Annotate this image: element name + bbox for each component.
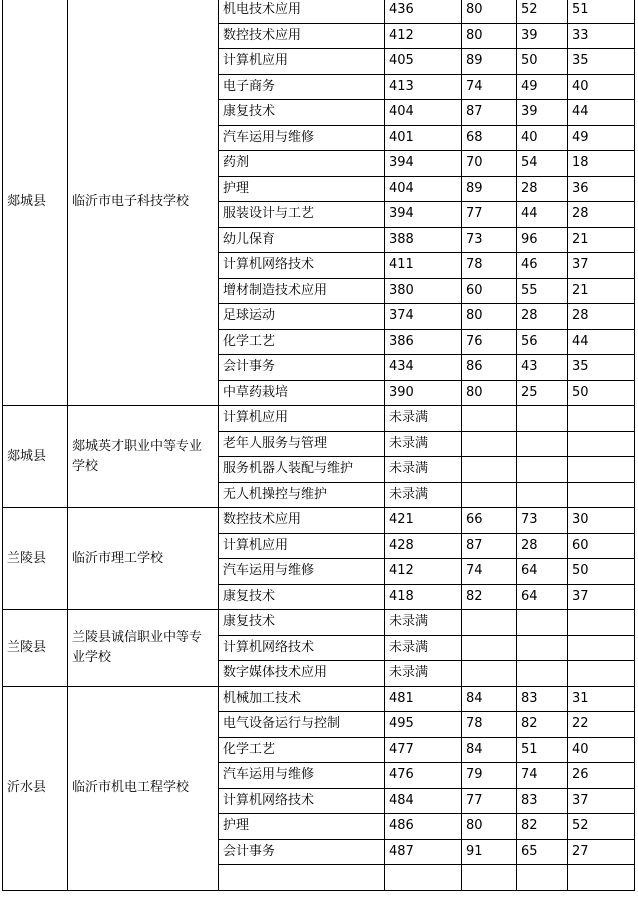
- count-cell-3: 21: [568, 278, 635, 304]
- score-cell: 481: [385, 686, 462, 712]
- count-cell-2: 25: [517, 380, 568, 406]
- count-cell-1: 77: [462, 788, 517, 814]
- count-cell-3: 35: [568, 355, 635, 381]
- major-cell: 计算机网络技术: [219, 788, 385, 814]
- count-cell-1: [462, 865, 517, 891]
- score-cell: 386: [385, 329, 462, 355]
- count-cell-3: 37: [568, 788, 635, 814]
- count-cell-1: 89: [462, 49, 517, 75]
- count-cell-1: 80: [462, 0, 517, 23]
- count-cell-3: 51: [568, 0, 635, 23]
- count-cell-2: 64: [517, 584, 568, 610]
- count-cell-2: 44: [517, 202, 568, 228]
- major-cell: 康复技术: [219, 610, 385, 636]
- school-cell: 临沂市电子科技学校: [68, 0, 219, 406]
- major-cell: 数控技术应用: [219, 23, 385, 49]
- count-cell-2: 39: [517, 23, 568, 49]
- count-cell-3: [568, 635, 635, 661]
- score-cell: 未录满: [385, 457, 462, 483]
- score-cell: 未录满: [385, 661, 462, 687]
- score-cell: 487: [385, 839, 462, 865]
- table-row: [3, 0, 635, 23]
- count-cell-1: [462, 406, 517, 432]
- count-cell-2: 28: [517, 533, 568, 559]
- count-cell-2: 83: [517, 788, 568, 814]
- major-cell: 计算机应用: [219, 49, 385, 75]
- score-cell: 388: [385, 227, 462, 253]
- count-cell-1: 89: [462, 176, 517, 202]
- major-cell: 服务机器人装配与维护: [219, 457, 385, 483]
- major-cell: 计算机网络技术: [219, 253, 385, 279]
- score-cell: 418: [385, 584, 462, 610]
- count-cell-3: 40: [568, 737, 635, 763]
- count-cell-1: 78: [462, 712, 517, 738]
- major-cell: 机械加工技术: [219, 686, 385, 712]
- count-cell-2: 96: [517, 227, 568, 253]
- count-cell-2: 54: [517, 151, 568, 177]
- count-cell-2: 43: [517, 355, 568, 381]
- count-cell-1: [462, 661, 517, 687]
- major-cell: 康复技术: [219, 584, 385, 610]
- score-cell: 412: [385, 559, 462, 585]
- major-cell: 机电技术应用: [219, 0, 385, 23]
- major-cell: 计算机应用: [219, 406, 385, 432]
- count-cell-2: [517, 610, 568, 636]
- score-cell: 394: [385, 151, 462, 177]
- score-cell: 401: [385, 125, 462, 151]
- count-cell-1: 60: [462, 278, 517, 304]
- score-cell: 未录满: [385, 635, 462, 661]
- count-cell-3: 44: [568, 100, 635, 126]
- score-cell: 374: [385, 304, 462, 330]
- major-cell: 药剂: [219, 151, 385, 177]
- count-cell-2: 64: [517, 559, 568, 585]
- count-cell-1: 66: [462, 508, 517, 534]
- count-cell-1: 80: [462, 380, 517, 406]
- major-cell: 汽车运用与维修: [219, 125, 385, 151]
- count-cell-3: [568, 865, 635, 891]
- count-cell-1: [462, 635, 517, 661]
- count-cell-1: 84: [462, 737, 517, 763]
- school-cell: 临沂市机电工程学校: [68, 686, 219, 890]
- score-cell: 486: [385, 814, 462, 840]
- count-cell-3: 36: [568, 176, 635, 202]
- score-cell: 405: [385, 49, 462, 75]
- count-cell-3: 31: [568, 686, 635, 712]
- score-cell: 434: [385, 355, 462, 381]
- major-cell: 化学工艺: [219, 329, 385, 355]
- count-cell-1: [462, 610, 517, 636]
- count-cell-1: 74: [462, 559, 517, 585]
- score-cell: 404: [385, 100, 462, 126]
- major-cell: 会计事务: [219, 355, 385, 381]
- score-cell: 495: [385, 712, 462, 738]
- count-cell-3: [568, 431, 635, 457]
- county-cell: 沂水县: [3, 686, 68, 890]
- count-cell-3: [568, 457, 635, 483]
- count-cell-2: 74: [517, 763, 568, 789]
- count-cell-3: 40: [568, 74, 635, 100]
- count-cell-2: 28: [517, 176, 568, 202]
- school-cell: 郯城英才职业中等专业学校: [68, 406, 219, 508]
- score-cell: 未录满: [385, 406, 462, 432]
- count-cell-3: 35: [568, 49, 635, 75]
- score-cell: 未录满: [385, 610, 462, 636]
- count-cell-3: 60: [568, 533, 635, 559]
- table-row: [3, 406, 635, 432]
- count-cell-3: 52: [568, 814, 635, 840]
- count-cell-1: 79: [462, 763, 517, 789]
- count-cell-2: [517, 457, 568, 483]
- score-cell: 未录满: [385, 431, 462, 457]
- count-cell-1: 80: [462, 814, 517, 840]
- count-cell-3: 26: [568, 763, 635, 789]
- score-cell: 390: [385, 380, 462, 406]
- score-cell: 476: [385, 763, 462, 789]
- school-cell: 临沂市理工学校: [68, 508, 219, 610]
- score-cell: 436: [385, 0, 462, 23]
- count-cell-1: [462, 457, 517, 483]
- major-cell: 护理: [219, 176, 385, 202]
- count-cell-1: 74: [462, 74, 517, 100]
- major-cell: 数控技术应用: [219, 508, 385, 534]
- count-cell-2: 49: [517, 74, 568, 100]
- count-cell-1: 73: [462, 227, 517, 253]
- count-cell-1: 86: [462, 355, 517, 381]
- major-cell: 老年人服务与管理: [219, 431, 385, 457]
- count-cell-2: 39: [517, 100, 568, 126]
- score-cell: 404: [385, 176, 462, 202]
- count-cell-3: [568, 482, 635, 508]
- major-cell: 计算机应用: [219, 533, 385, 559]
- count-cell-2: [517, 431, 568, 457]
- count-cell-2: [517, 661, 568, 687]
- score-cell: 421: [385, 508, 462, 534]
- count-cell-2: [517, 635, 568, 661]
- score-cell: [385, 865, 462, 891]
- count-cell-3: 28: [568, 304, 635, 330]
- major-cell: 计算机网络技术: [219, 635, 385, 661]
- major-cell: 无人机操控与维护: [219, 482, 385, 508]
- count-cell-1: [462, 431, 517, 457]
- count-cell-1: 80: [462, 23, 517, 49]
- count-cell-3: 28: [568, 202, 635, 228]
- count-cell-2: 55: [517, 278, 568, 304]
- count-cell-1: 91: [462, 839, 517, 865]
- count-cell-3: 27: [568, 839, 635, 865]
- major-cell: 幼儿保育: [219, 227, 385, 253]
- count-cell-3: 33: [568, 23, 635, 49]
- major-cell: 增材制造技术应用: [219, 278, 385, 304]
- count-cell-1: [462, 482, 517, 508]
- count-cell-3: 37: [568, 253, 635, 279]
- major-cell: 汽车运用与维修: [219, 763, 385, 789]
- count-cell-2: 51: [517, 737, 568, 763]
- major-cell: 足球运动: [219, 304, 385, 330]
- count-cell-3: 50: [568, 559, 635, 585]
- count-cell-3: [568, 610, 635, 636]
- count-cell-1: 82: [462, 584, 517, 610]
- count-cell-2: 83: [517, 686, 568, 712]
- score-cell: 477: [385, 737, 462, 763]
- count-cell-2: 52: [517, 0, 568, 23]
- count-cell-3: 37: [568, 584, 635, 610]
- count-cell-1: 76: [462, 329, 517, 355]
- score-cell: 未录满: [385, 482, 462, 508]
- count-cell-3: 22: [568, 712, 635, 738]
- count-cell-2: 56: [517, 329, 568, 355]
- major-cell: 护理: [219, 814, 385, 840]
- count-cell-2: [517, 865, 568, 891]
- count-cell-1: 68: [462, 125, 517, 151]
- major-cell: 康复技术: [219, 100, 385, 126]
- count-cell-1: 78: [462, 253, 517, 279]
- count-cell-1: 87: [462, 100, 517, 126]
- major-cell: [219, 865, 385, 891]
- score-cell: 428: [385, 533, 462, 559]
- score-cell: 380: [385, 278, 462, 304]
- table-row: [3, 610, 635, 636]
- count-cell-3: 18: [568, 151, 635, 177]
- admissions-table-body: [3, 0, 635, 890]
- major-cell: 会计事务: [219, 839, 385, 865]
- count-cell-2: [517, 482, 568, 508]
- major-cell: 中草药栽培: [219, 380, 385, 406]
- county-cell: 兰陵县: [3, 508, 68, 610]
- count-cell-2: 50: [517, 49, 568, 75]
- count-cell-1: 80: [462, 304, 517, 330]
- score-cell: 413: [385, 74, 462, 100]
- major-cell: 汽车运用与维修: [219, 559, 385, 585]
- county-cell: 郯城县: [3, 406, 68, 508]
- count-cell-3: [568, 661, 635, 687]
- score-cell: 412: [385, 23, 462, 49]
- count-cell-1: 70: [462, 151, 517, 177]
- count-cell-2: 73: [517, 508, 568, 534]
- score-cell: 484: [385, 788, 462, 814]
- count-cell-1: 84: [462, 686, 517, 712]
- table-row: [3, 686, 635, 712]
- count-cell-3: 30: [568, 508, 635, 534]
- county-cell: 郯城县: [3, 0, 68, 406]
- count-cell-2: 40: [517, 125, 568, 151]
- count-cell-1: 77: [462, 202, 517, 228]
- major-cell: 化学工艺: [219, 737, 385, 763]
- count-cell-3: 49: [568, 125, 635, 151]
- score-cell: 394: [385, 202, 462, 228]
- table-row: [3, 508, 635, 534]
- count-cell-3: 44: [568, 329, 635, 355]
- count-cell-3: 50: [568, 380, 635, 406]
- major-cell: 服装设计与工艺: [219, 202, 385, 228]
- count-cell-3: [568, 406, 635, 432]
- major-cell: 电子商务: [219, 74, 385, 100]
- admissions-table: [2, 0, 635, 891]
- count-cell-2: 65: [517, 839, 568, 865]
- count-cell-2: 82: [517, 712, 568, 738]
- count-cell-2: 28: [517, 304, 568, 330]
- count-cell-3: 21: [568, 227, 635, 253]
- school-cell: 兰陵县诚信职业中等专业学校: [68, 610, 219, 687]
- count-cell-2: 82: [517, 814, 568, 840]
- county-cell: 兰陵县: [3, 610, 68, 687]
- score-cell: 411: [385, 253, 462, 279]
- major-cell: 数字媒体技术应用: [219, 661, 385, 687]
- count-cell-2: 46: [517, 253, 568, 279]
- count-cell-2: [517, 406, 568, 432]
- count-cell-1: 87: [462, 533, 517, 559]
- major-cell: 电气设备运行与控制: [219, 712, 385, 738]
